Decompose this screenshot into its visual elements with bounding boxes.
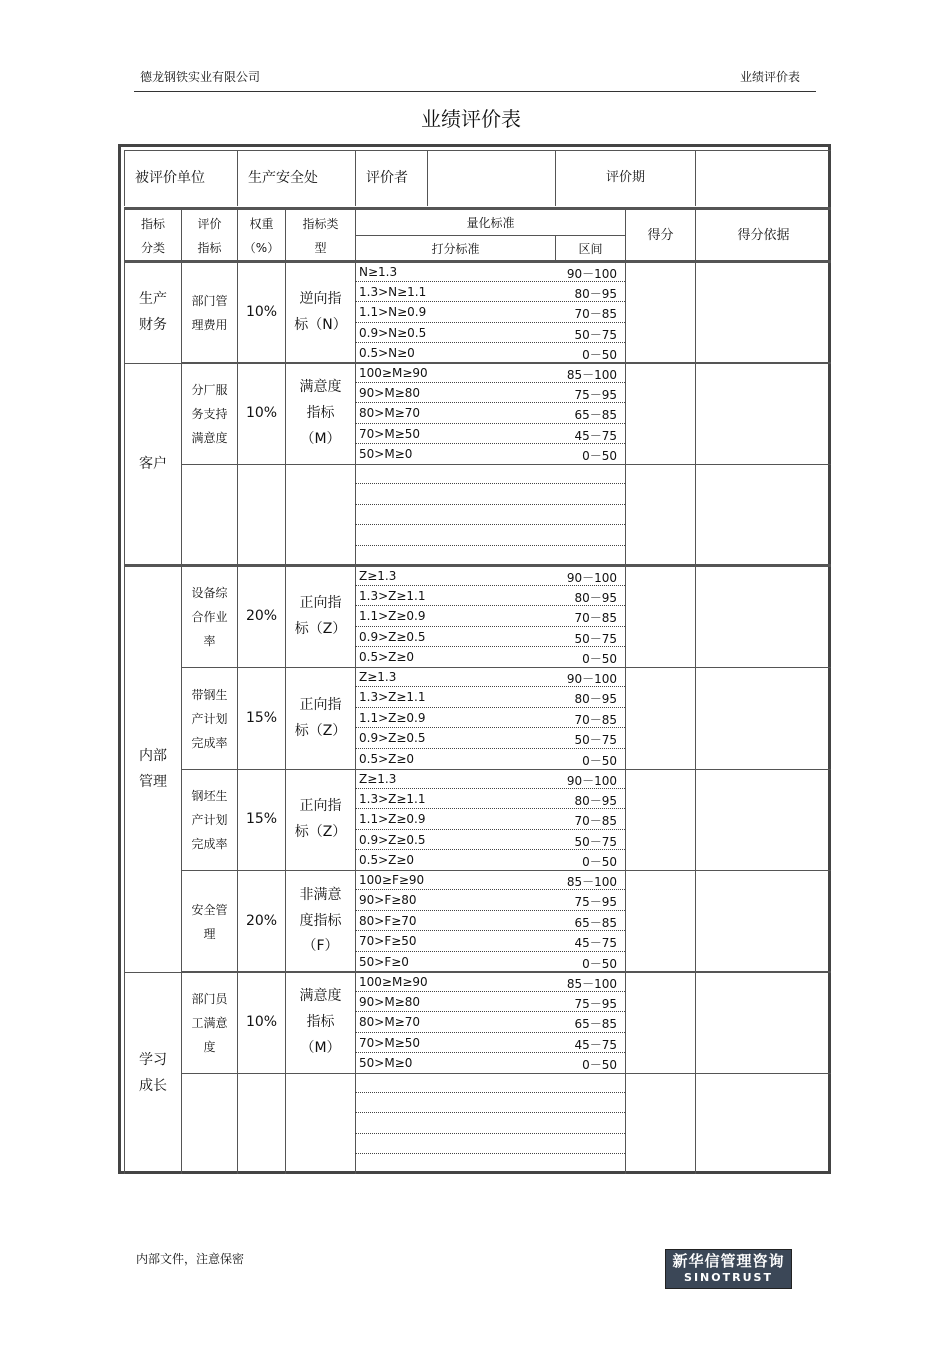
col-scoring-header bbox=[355, 235, 555, 262]
indicator-weight-cell-text: 20% bbox=[245, 912, 278, 929]
criteria-range: 70－85 bbox=[574, 712, 617, 727]
criteria-row bbox=[355, 931, 625, 951]
criteria-row bbox=[355, 383, 625, 403]
col-weight-header bbox=[237, 209, 285, 262]
indicator-type-cell bbox=[285, 667, 355, 769]
criteria-range: 0－50 bbox=[582, 753, 617, 768]
col-quant-header bbox=[355, 209, 625, 235]
score-cell bbox=[625, 566, 695, 667]
criteria-condition: 0.5>Z≥0 bbox=[359, 751, 415, 766]
criteria-condition: 50>F≥0 bbox=[359, 954, 409, 969]
page-header-doc-label: 业绩评价表 bbox=[739, 70, 800, 84]
section-separator bbox=[124, 207, 831, 209]
criteria-row bbox=[355, 972, 625, 992]
indicator-type-cell bbox=[285, 566, 355, 667]
document-title: 业绩评价表 bbox=[421, 107, 521, 131]
indicator-name-cell bbox=[181, 363, 237, 464]
criteria-condition: 0.9>Z≥0.5 bbox=[359, 832, 426, 847]
category-cell-text: 客户 bbox=[139, 456, 167, 473]
section-separator bbox=[124, 564, 831, 566]
criteria-row bbox=[355, 546, 625, 566]
basis-cell bbox=[695, 972, 831, 1073]
indicator-name-cell-text: 带钢生 产计划 完成率 bbox=[191, 687, 228, 750]
criteria-range: 70－85 bbox=[574, 307, 617, 322]
indicator-weight-cell-text: 10% bbox=[245, 405, 278, 422]
col-indicator-header bbox=[181, 209, 237, 262]
indicator-weight-cell bbox=[237, 262, 285, 363]
criteria-condition: Z≥1.3 bbox=[359, 670, 397, 684]
criteria-condition: 80>F≥70 bbox=[359, 913, 417, 928]
criteria-range: 80－95 bbox=[574, 287, 617, 302]
basis-cell bbox=[695, 870, 831, 972]
category-cell bbox=[124, 566, 181, 972]
criteria-row bbox=[355, 444, 625, 464]
criteria-condition: 80>M≥70 bbox=[359, 406, 421, 421]
indicator-name-cell bbox=[181, 769, 237, 870]
indicator-type-cell-text: 正向指 标（Z） bbox=[294, 595, 347, 637]
indicator-type-cell-text: 正向指 标（Z） bbox=[294, 696, 347, 739]
criteria-row bbox=[355, 1154, 625, 1174]
criteria-range: 80－95 bbox=[574, 692, 617, 707]
criteria-range: 0－50 bbox=[582, 956, 617, 971]
criteria-row bbox=[355, 262, 625, 282]
criteria-condition: 70>M≥50 bbox=[359, 426, 421, 441]
criteria-condition: 0.9>N≥0.5 bbox=[359, 325, 427, 340]
criteria-row bbox=[355, 850, 625, 870]
period-label-cell-text: 评价期 bbox=[605, 170, 645, 186]
indicator-weight-cell-text: 15% bbox=[245, 811, 278, 828]
criteria-row bbox=[355, 789, 625, 809]
indicator-type-cell bbox=[285, 262, 355, 363]
criteria-row bbox=[355, 1073, 625, 1093]
group-separator bbox=[181, 362, 831, 364]
header-divider bbox=[134, 91, 816, 92]
criteria-range: 70－85 bbox=[574, 611, 617, 626]
criteria-range: 65－85 bbox=[574, 1017, 617, 1032]
category-cell bbox=[124, 262, 181, 363]
criteria-condition: 100≥F≥90 bbox=[359, 873, 425, 887]
criteria-condition: 90>M≥80 bbox=[359, 995, 421, 1010]
basis-cell bbox=[695, 363, 831, 464]
criteria-condition: Z≥1.3 bbox=[359, 569, 397, 583]
criteria-range: 75－95 bbox=[574, 997, 617, 1012]
indicator-type-cell bbox=[285, 464, 355, 566]
criteria-range: 85－100 bbox=[566, 977, 617, 991]
criteria-range: 65－85 bbox=[574, 915, 617, 930]
criteria-range: 70－85 bbox=[574, 814, 617, 829]
criteria-row bbox=[355, 282, 625, 302]
col-basis-header bbox=[695, 209, 831, 262]
period-value-cell bbox=[695, 150, 831, 206]
criteria-condition: 70>F≥50 bbox=[359, 934, 417, 949]
criteria-range: 45－75 bbox=[574, 936, 617, 951]
criteria-condition: 90>M≥80 bbox=[359, 386, 421, 401]
col-score-header-text: 得分 bbox=[647, 227, 674, 243]
criteria-condition: 1.3>Z≥1.1 bbox=[359, 589, 426, 604]
criteria-condition: 0.9>Z≥0.5 bbox=[359, 731, 426, 746]
category-cell bbox=[124, 972, 181, 1174]
criteria-condition: 1.3>N≥1.1 bbox=[359, 285, 427, 300]
criteria-range: 0－50 bbox=[582, 448, 617, 463]
category-cell-text: 生产 财务 bbox=[139, 291, 167, 333]
criteria-range: 45－75 bbox=[574, 428, 617, 443]
criteria-condition: 1.3>Z≥1.1 bbox=[359, 690, 426, 705]
criteria-condition: 0.5>Z≥0 bbox=[359, 852, 415, 867]
criteria-range: 80－95 bbox=[574, 794, 617, 809]
unit-label-cell-text: 被评价单位 bbox=[135, 169, 205, 186]
indicator-type-cell bbox=[285, 870, 355, 972]
indicator-weight-cell-text: 10% bbox=[245, 304, 278, 321]
period-label-cell bbox=[555, 150, 695, 206]
criteria-row bbox=[355, 911, 625, 931]
criteria-range: 45－75 bbox=[574, 1037, 617, 1052]
criteria-condition: 0.9>Z≥0.5 bbox=[359, 629, 426, 644]
logo-cn-text: 新华信管理咨询 bbox=[672, 1252, 785, 1270]
col-range-header-text: 区间 bbox=[578, 242, 603, 256]
page-header-company: 德龙钢铁实业有限公司 bbox=[140, 70, 261, 84]
criteria-range: 0－50 bbox=[582, 347, 617, 362]
criteria-row bbox=[355, 667, 625, 687]
indicator-name-cell-text: 部门管 理费用 bbox=[191, 294, 228, 332]
group-separator bbox=[181, 971, 831, 973]
criteria-row bbox=[355, 952, 625, 972]
evaluator-label-cell-text: 评价者 bbox=[366, 169, 408, 186]
indicator-name-cell bbox=[181, 870, 237, 972]
criteria-range: 80－95 bbox=[574, 591, 617, 606]
indicator-weight-cell-text: 15% bbox=[245, 709, 278, 726]
basis-cell bbox=[695, 262, 831, 363]
indicator-name-cell bbox=[181, 262, 237, 363]
col-category-header-text: 指标 分类 bbox=[140, 217, 165, 255]
col-range-header bbox=[555, 235, 625, 262]
indicator-weight-cell-text: 20% bbox=[245, 608, 278, 625]
score-cell bbox=[625, 667, 695, 769]
unit-value-cell bbox=[237, 150, 355, 206]
indicator-type-cell-text: 非满意 度指标 （F） bbox=[299, 886, 342, 955]
indicator-weight-cell bbox=[237, 363, 285, 464]
criteria-range: 90－100 bbox=[566, 774, 617, 788]
indicator-name-cell-text: 安全管 理 bbox=[191, 902, 228, 941]
category-cell-text: 学习 成长 bbox=[139, 1051, 167, 1094]
indicator-type-cell-text: 满意度 指标 （M） bbox=[299, 379, 342, 447]
criteria-range: 50－75 bbox=[574, 834, 617, 849]
criteria-row bbox=[355, 343, 625, 363]
criteria-row bbox=[355, 627, 625, 647]
indicator-name-cell bbox=[181, 1073, 237, 1174]
score-cell bbox=[625, 870, 695, 972]
criteria-row bbox=[355, 403, 625, 423]
score-cell bbox=[625, 972, 695, 1073]
indicator-name-cell bbox=[181, 972, 237, 1073]
indicator-name-cell-text: 分厂服 务支持 满意度 bbox=[191, 383, 228, 445]
criteria-condition: 100≥M≥90 bbox=[359, 366, 428, 380]
indicator-weight-cell bbox=[237, 769, 285, 870]
basis-cell bbox=[695, 769, 831, 870]
criteria-row bbox=[355, 1033, 625, 1053]
indicator-name-cell-text: 设备综 合作业 率 bbox=[191, 586, 228, 648]
criteria-condition: 70>M≥50 bbox=[359, 1035, 421, 1050]
criteria-row bbox=[355, 302, 625, 322]
criteria-range: 90－100 bbox=[566, 571, 617, 585]
criteria-condition: N≥1.3 bbox=[359, 265, 398, 279]
criteria-row bbox=[355, 525, 625, 545]
criteria-row bbox=[355, 830, 625, 850]
indicator-name-cell bbox=[181, 667, 237, 769]
indicator-type-cell bbox=[285, 769, 355, 870]
col-score-header bbox=[625, 209, 695, 262]
criteria-condition: 80>M≥70 bbox=[359, 1015, 421, 1030]
criteria-row bbox=[355, 505, 625, 525]
criteria-row bbox=[355, 606, 625, 626]
col-type-header bbox=[285, 209, 355, 262]
indicator-name-cell bbox=[181, 464, 237, 566]
criteria-range: 85－100 bbox=[566, 875, 617, 889]
criteria-condition: Z≥1.3 bbox=[359, 772, 397, 786]
sinotrust-logo bbox=[665, 1249, 792, 1289]
confidential-note: 内部文件，注意保密 bbox=[136, 1252, 245, 1266]
criteria-range: 75－95 bbox=[574, 388, 617, 403]
score-cell bbox=[625, 363, 695, 464]
criteria-row bbox=[355, 424, 625, 444]
criteria-condition: 50>M≥0 bbox=[359, 1055, 413, 1070]
score-cell bbox=[625, 262, 695, 363]
indicator-weight-cell bbox=[237, 1073, 285, 1174]
indicator-name-cell bbox=[181, 566, 237, 667]
criteria-row bbox=[355, 890, 625, 910]
indicator-type-cell-text: 逆向指 标（N） bbox=[294, 291, 347, 333]
indicator-weight-cell bbox=[237, 566, 285, 667]
evaluation-table bbox=[118, 144, 831, 1174]
score-cell bbox=[625, 1073, 695, 1174]
criteria-condition: 100≥M≥90 bbox=[359, 975, 428, 989]
score-cell bbox=[625, 464, 695, 566]
criteria-row bbox=[355, 1113, 625, 1133]
criteria-row bbox=[355, 484, 625, 504]
indicator-type-cell bbox=[285, 1073, 355, 1174]
basis-cell bbox=[695, 1073, 831, 1174]
indicator-weight-cell-text: 10% bbox=[245, 1014, 278, 1031]
criteria-condition: 1.3>Z≥1.1 bbox=[359, 792, 426, 807]
criteria-row bbox=[355, 708, 625, 728]
criteria-condition: 1.1>Z≥0.9 bbox=[359, 812, 426, 827]
basis-cell bbox=[695, 464, 831, 566]
col-weight-header-text: 权重 （%） bbox=[243, 217, 280, 255]
col-indicator-header-text: 评价 指标 bbox=[197, 217, 222, 255]
criteria-row bbox=[355, 1053, 625, 1073]
section-separator bbox=[124, 260, 831, 262]
criteria-condition: 1.1>Z≥0.9 bbox=[359, 710, 426, 725]
col-category-header bbox=[124, 209, 181, 262]
logo-en-text: SINOTRUST bbox=[684, 1271, 773, 1284]
col-scoring-header-text: 打分标准 bbox=[431, 242, 480, 256]
criteria-range: 75－95 bbox=[574, 895, 617, 910]
unit-value-cell-text: 生产安全处 bbox=[248, 169, 318, 186]
criteria-row bbox=[355, 647, 625, 667]
indicator-weight-cell bbox=[237, 667, 285, 769]
category-cell bbox=[124, 363, 181, 566]
criteria-row bbox=[355, 749, 625, 769]
indicator-type-cell-text: 正向指 标（Z） bbox=[294, 798, 347, 840]
criteria-range: 50－75 bbox=[574, 733, 617, 748]
criteria-row bbox=[355, 870, 625, 890]
indicator-weight-cell bbox=[237, 870, 285, 972]
criteria-row bbox=[355, 809, 625, 829]
indicator-name-cell-text: 部门员 工满意 度 bbox=[191, 992, 228, 1054]
col-quant-header-text: 量化标准 bbox=[466, 215, 515, 230]
indicator-weight-cell bbox=[237, 464, 285, 566]
criteria-row bbox=[355, 1012, 625, 1032]
criteria-row bbox=[355, 566, 625, 586]
evaluator-label-cell bbox=[355, 150, 427, 206]
criteria-row bbox=[355, 728, 625, 748]
criteria-range: 50－75 bbox=[574, 327, 617, 342]
criteria-row bbox=[355, 769, 625, 789]
evaluator-value-cell bbox=[427, 150, 555, 206]
col-type-header-text: 指标类 型 bbox=[302, 217, 339, 255]
criteria-row bbox=[355, 363, 625, 383]
criteria-range: 65－85 bbox=[574, 408, 617, 423]
criteria-row bbox=[355, 992, 625, 1012]
score-cell bbox=[625, 769, 695, 870]
criteria-row bbox=[355, 323, 625, 343]
criteria-range: 85－100 bbox=[566, 368, 617, 382]
criteria-row bbox=[355, 1134, 625, 1154]
criteria-condition: 0.5>N≥0 bbox=[359, 345, 415, 360]
criteria-range: 90－100 bbox=[566, 267, 617, 281]
indicator-type-cell bbox=[285, 363, 355, 464]
criteria-condition: 50>M≥0 bbox=[359, 446, 413, 461]
criteria-condition: 1.1>Z≥0.9 bbox=[359, 609, 426, 624]
criteria-row bbox=[355, 1093, 625, 1113]
criteria-row bbox=[355, 687, 625, 707]
indicator-type-cell bbox=[285, 972, 355, 1073]
criteria-condition: 90>F≥80 bbox=[359, 893, 417, 908]
criteria-row bbox=[355, 586, 625, 606]
criteria-range: 90－100 bbox=[566, 672, 617, 686]
criteria-range: 50－75 bbox=[574, 631, 617, 646]
criteria-row bbox=[355, 464, 625, 484]
criteria-condition: 0.5>Z≥0 bbox=[359, 649, 415, 664]
criteria-range: 0－50 bbox=[582, 1057, 617, 1072]
criteria-range: 0－50 bbox=[582, 651, 617, 666]
criteria-condition: 1.1>N≥0.9 bbox=[359, 305, 427, 320]
col-basis-header-text: 得分依据 bbox=[737, 227, 790, 243]
unit-label-cell bbox=[124, 150, 237, 206]
criteria-range: 0－50 bbox=[582, 854, 617, 869]
indicator-type-cell-text: 满意度 指标 （M） bbox=[299, 988, 342, 1056]
basis-cell bbox=[695, 566, 831, 667]
basis-cell bbox=[695, 667, 831, 769]
indicator-name-cell-text: 钢坯生 产计划 完成率 bbox=[191, 789, 228, 851]
indicator-weight-cell bbox=[237, 972, 285, 1073]
category-cell-text: 内部 管理 bbox=[139, 747, 167, 790]
